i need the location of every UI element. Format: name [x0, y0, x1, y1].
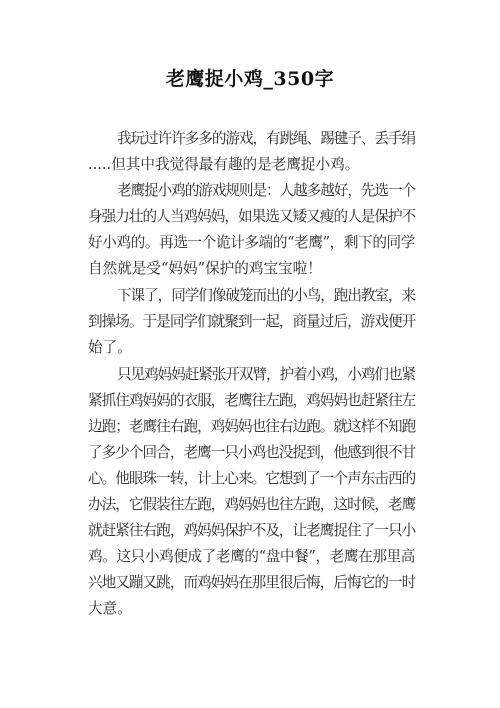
paragraph-line: 下课了，同学们像破笼而出的小鸟，跑出教室，来: [117, 287, 416, 304]
paragraph-line: 老鹰捉小鸡的游戏规则是：人越多越好，先选一个: [117, 182, 416, 199]
paragraph-line: 边跑；老鹰往右跑，鸡妈妈也往右边跑。就这样不知跑: [88, 418, 416, 435]
paragraph-line: 就赶紧往右跑，鸡妈妈保护不及，让老鹰捉住了一只小: [88, 522, 416, 539]
paragraph-line: 大意。: [88, 600, 132, 617]
paragraph-line: 自然就是受“妈妈”保护的鸡宝宝啦！: [88, 260, 322, 277]
paragraph-line: 兴地又蹦又跳，而鸡妈妈在那里很后悔，后悔它的一时: [88, 574, 416, 591]
paragraph-line: 只见鸡妈妈赶紧张开双臂，护着小鸡，小鸡们也紧: [117, 366, 416, 383]
paragraph-line: 始了。: [88, 339, 132, 356]
paragraph-line: 我玩过许许多多的游戏，有跳绳、踢毽子、丢手绢: [117, 130, 416, 147]
paragraph-line: 好小鸡的。再选一个诡计多端的“老鹰”，剩下的同学: [88, 234, 415, 251]
paragraph-line: 心。他眼珠一转，计上心来。它想到了一个声东击西的: [88, 470, 416, 487]
paragraph-line: 紧抓住鸡妈妈的衣服，老鹰往左跑，鸡妈妈也赶紧往左: [88, 392, 416, 409]
paragraph-line: 鸡。这只小鸡便成了老鹰的“盘中餐”，老鹰在那里高: [88, 548, 415, 565]
paragraph-line: 身强力壮的人当鸡妈妈，如果选又矮又瘦的人是保护不: [88, 208, 416, 225]
paragraph-line: .....但其中我觉得最有趣的是老鹰捉小鸡。: [88, 156, 360, 173]
paragraph-line: 到操场。于是同学们就聚到一起，商量过后，游戏便开: [88, 313, 416, 330]
paragraph-line: 了多少个回合，老鹰一只小鸡也没捉到，他感到很不甘: [88, 444, 416, 461]
page-title: 老鹰捉小鸡_350字: [165, 68, 335, 90]
paragraph-line: 办法，它假装往左跑，鸡妈妈也往左跑，这时候，老鹰: [88, 496, 416, 513]
